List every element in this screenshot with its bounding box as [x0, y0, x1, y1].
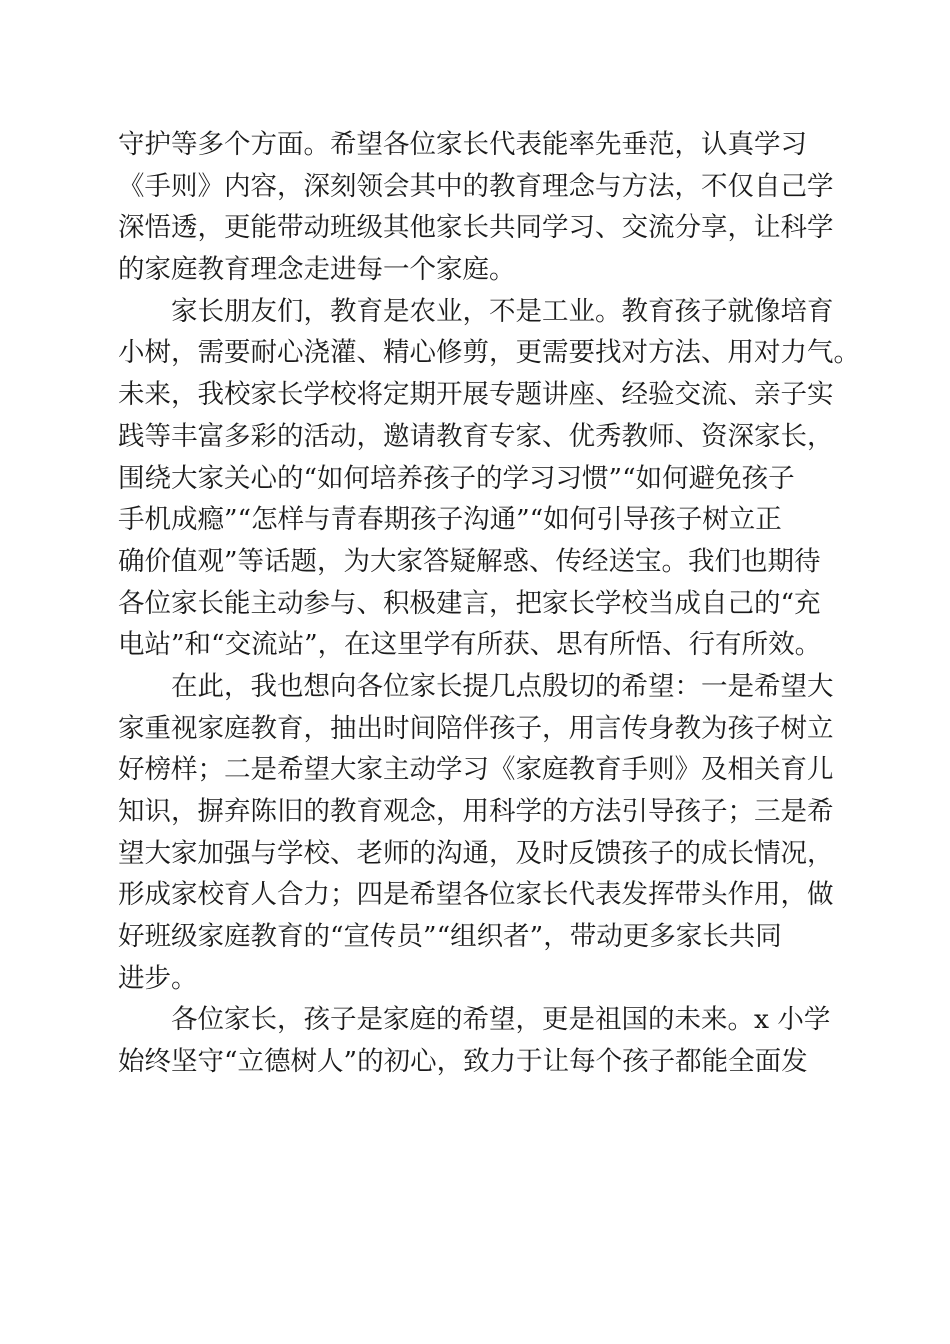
text-line: 《手则》内容，深刻领会其中的教育理念与方法，不仅自己学 [118, 170, 834, 202]
text-line: 形成家校育人合力；四是希望各位家长代表发挥带头作用，做 [118, 879, 834, 911]
text-line: 的家庭教育理念走进每一个家庭。 [118, 254, 516, 286]
body-text [118, 124, 860, 1083]
text-line: 围绕大家关心的“如何培养孩子的学习习惯”“如何避免孩子 [118, 462, 795, 494]
text-line: 深悟透，更能带动班级其他家长共同学习、交流分享，让科学 [118, 212, 834, 244]
paragraph-first-line: 各位家长，孩子是家庭的希望，更是祖国的未来。x 小学 [171, 1004, 831, 1036]
text-line: 家重视家庭教育，抽出时间陪伴孩子，用言传身教为孩子树立 [118, 712, 834, 744]
text-line: 小树，需要耐心浇灌、精心修剪，更需要找对方法、用对力气。 [118, 337, 860, 369]
text-line: 电站”和“交流站”，在这里学有所获、思有所悟、行有所效。 [118, 629, 822, 661]
text-line: 各位家长能主动参与、积极建言，把家长学校当成自己的“充 [118, 587, 821, 619]
text-line: 望大家加强与学校、老师的沟通，及时反馈孩子的成长情况， [118, 837, 834, 869]
paragraph-first-line: 在此，我也想向各位家长提几点殷切的希望：一是希望大 [171, 670, 834, 702]
text-line: 确价值观”等话题，为大家答疑解惑、传经送宝。我们也期待 [118, 545, 821, 577]
text-line: 好榜样；二是希望大家主动学习《家庭教育手则》及相关育儿 [118, 754, 834, 786]
text-line: 践等丰富多彩的活动，邀请教育专家、优秀教师、资深家长， [118, 420, 834, 452]
text-line: 始终坚守“立德树人”的初心，致力于让每个孩子都能全面发 [118, 1046, 808, 1078]
text-line: 未来，我校家长学校将定期开展专题讲座、经验交流、亲子实 [118, 379, 834, 411]
text-line: 好班级家庭教育的“宣传员”“组织者”，带动更多家长共同 [118, 921, 782, 953]
paragraph-first-line: 家长朋友们，教育是农业，不是工业。教育孩子就像培育 [171, 295, 834, 327]
text-line: 知识，摒弃陈旧的教育观念，用科学的方法引导孩子；三是希 [118, 796, 834, 827]
text-line: 手机成瘾”“怎样与青春期孩子沟通”“如何引导孩子树立正 [118, 504, 782, 536]
text-line: 守护等多个方面。希望各位家长代表能率先垂范，认真学习 [118, 129, 807, 160]
text-line: 进步。 [118, 962, 198, 994]
